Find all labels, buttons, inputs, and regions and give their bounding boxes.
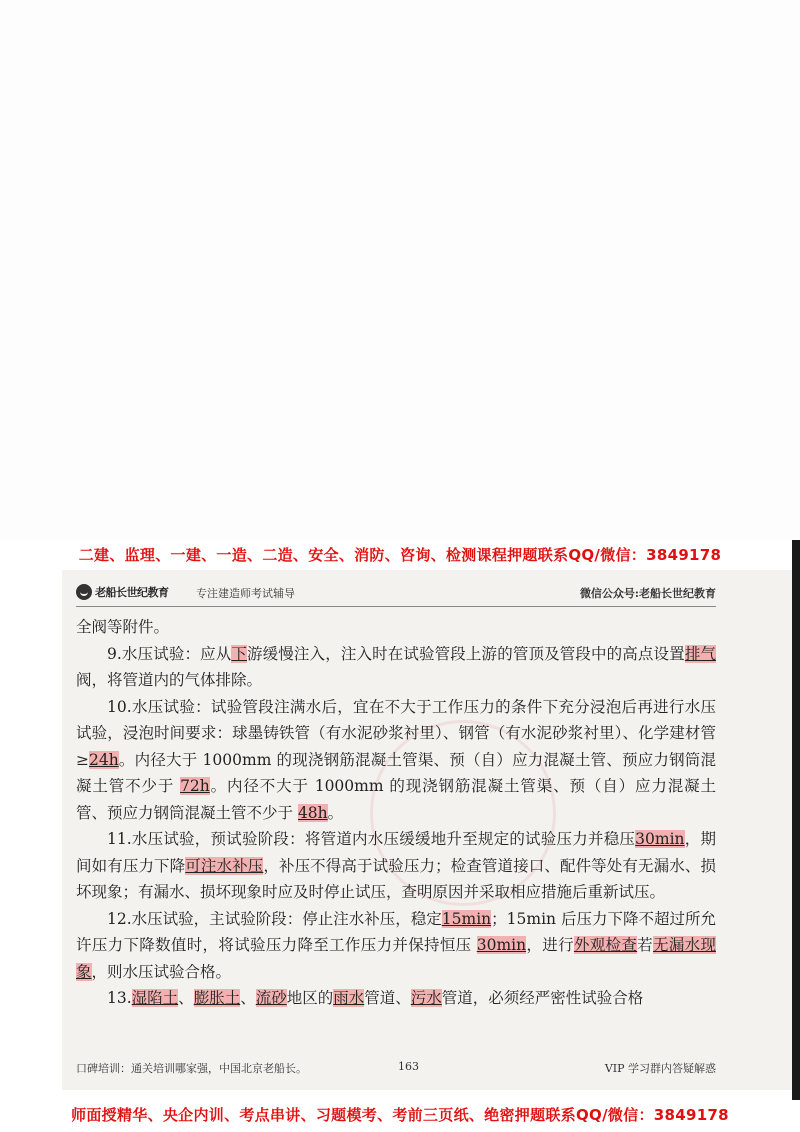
highlight: 膨胀土 xyxy=(193,989,241,1007)
highlight: 24h xyxy=(89,750,119,769)
paragraph-0: 全阀等附件。 xyxy=(76,618,170,636)
page-header xyxy=(76,582,716,604)
blank-area xyxy=(0,0,800,540)
highlight: 30min xyxy=(635,830,685,848)
highlight: 下 xyxy=(231,644,248,663)
page-number: 163 xyxy=(398,1060,419,1073)
header-tagline: 专注建造师考试辅导 xyxy=(196,587,295,600)
footer-vip: VIP 学习群内答疑解惑 xyxy=(604,1062,716,1075)
highlight: 48h xyxy=(297,803,328,822)
highlight: 雨水 xyxy=(333,989,365,1007)
highlight: 污水 xyxy=(410,989,442,1007)
highlight: 72h xyxy=(180,777,210,795)
highlight: 外观检查 xyxy=(573,936,638,954)
promo-banner-top: 二建、监理、一建、一造、二造、安全、消防、咨询、检测课程押题联系QQ/微信：3849178 xyxy=(78,546,722,564)
highlight: 可注水补压 xyxy=(185,856,264,875)
promo-banner-bottom: 师面授精华、央企内训、考点串讲、习题模考、考前三页纸、绝密押题联系QQ/微信：3849178 xyxy=(71,1106,729,1124)
paragraph-10: 10.水压试验：试验管段注满水后，宜在不大于工作压力的条件下充分浸泡后再进行水压试验，浸泡时间要求：球墨铸铁管（有水泥砂浆衬里）、钢管（有水泥砂浆衬里）、化学建材管≥24h。内径大于 1000mm 的现浇钢筋混凝土管渠、预（自）应力混凝土管、预应力钢筒混凝土管不少于 72h。内径不大于 1000mm 的现浇钢筋混凝土管渠、预（自）应力混凝土管、预应力钢筒混凝土管不少于 48h。 xyxy=(76,697,716,822)
highlight: 无漏水现象 xyxy=(76,936,716,981)
logo-text: 老船长世纪教育 xyxy=(95,586,169,599)
highlight: 流砂 xyxy=(255,989,287,1007)
paragraph-11: 11.水压试验，预试验阶段：将管道内水压缓缓地升至规定的试验压力并稳压30min，期间如有压力下降可注水补压，补压不得高于试验压力；检查管道接口、配件等处有无漏水、损坏现象；有漏水、损坏现象时应及时停止试压，查明原因并采取相应措施后重新试压。 xyxy=(76,830,716,901)
header-wechat: 微信公众号:老船长世纪教育 xyxy=(579,587,716,600)
paragraph-13: 13.湿陷土、膨胀土、流砂地区的雨水管道、污水管道，必须经严密性试验合格 xyxy=(107,989,644,1007)
highlight: 15min xyxy=(441,909,492,928)
paragraph-12: 12.水压试验，主试验阶段：停止注水补压，稳定15min；15min 后压力下降不超过所允许压力下降数值时，将试验压力降至工作压力并保持恒压 30min，进行外观检查若无漏水现象，则水压试验合格。 xyxy=(76,909,717,981)
highlight: 湿陷土 xyxy=(131,989,179,1007)
ship-logo-icon xyxy=(76,584,92,600)
scan-edge xyxy=(792,540,800,1100)
page-footer xyxy=(76,1060,716,1080)
highlight: 排气 xyxy=(684,644,716,663)
header-divider xyxy=(76,606,716,607)
footer-slogan: 口碑培训：通关培训哪家强，中国北京老船长。 xyxy=(76,1062,307,1075)
body-text xyxy=(76,614,716,1012)
highlight: 30min xyxy=(476,936,527,954)
logo xyxy=(76,584,169,600)
paragraph-9: 9.水压试验：应从下游缓慢注入，注入时在试验管段上游的管顶及管段中的高点设置排气阀，将管道内的气体排除。 xyxy=(76,644,716,689)
